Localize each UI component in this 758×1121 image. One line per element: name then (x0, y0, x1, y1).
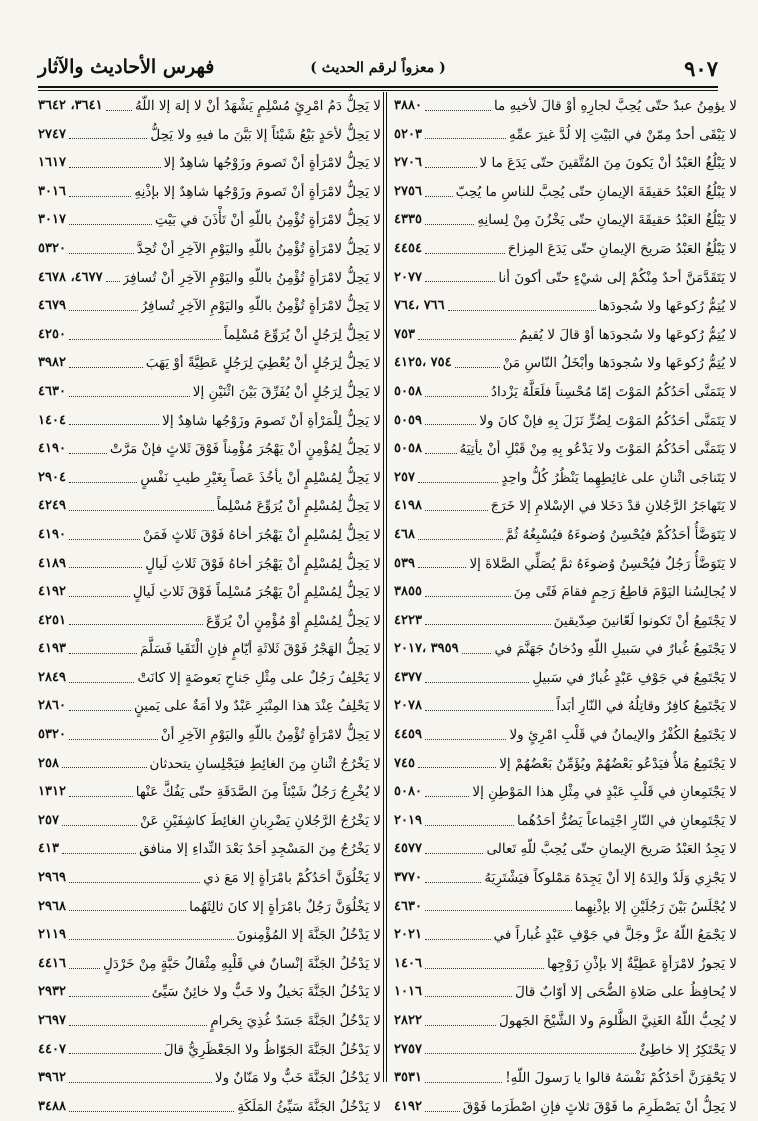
hadith-number: ٤١٩٠ (38, 526, 66, 542)
hadith-incipit: لا يَحِلُّ لِمُسْلِمٍ أنْ يأخُذَ عَصاً بِغَيْرِ طيبِ نَفْسٍ (140, 469, 381, 486)
index-entry (394, 978, 737, 1007)
hadith-number: ٤٤٥٤ (394, 240, 422, 256)
leader-dots (69, 253, 134, 254)
index-entry (394, 921, 737, 950)
index-entry (394, 1036, 737, 1065)
hadith-incipit: لا يَبْلُغُ العَبْدُ صَريحَ الإيمانِ حتّى يَدَعَ المِزاحَ (507, 240, 737, 257)
index-entry (38, 807, 381, 836)
hadith-number: ٣٠١٧ (38, 212, 66, 228)
leader-dots (69, 1053, 161, 1054)
hadith-incipit: لا يَتَناجَى اثْنانِ على غائِطِهِما يَنْظُرُ كُلُّ واحِدٍ (501, 469, 737, 486)
leader-dots (425, 1111, 460, 1112)
leader-dots (425, 910, 572, 911)
hadith-incipit: لا يَدْخُلُ الجَنَّةَ إلا المُؤْمِنونَ (236, 927, 381, 944)
hadith-number: ٤١٨٩ (38, 555, 66, 571)
leader-dots (106, 110, 132, 111)
hadith-incipit: لا يَتَمَنَّى أحَدُكُمُ المَوْتَ ولا يَدْعُو بِهِ مِنْ قَبْلِ أنْ يأتِيَهُ (459, 441, 737, 458)
hadith-incipit: لا يُحِبُّ اللّهُ الغَنِيَّ الظَّلومَ ولا الشَّيْخَ الجَهولَ (499, 1013, 737, 1029)
hadith-incipit: لا يَبْلُغُ العَبْدُ أنْ يَكونَ مِنَ المُتَّقينَ حتّى يَدَعَ ما لا (479, 155, 737, 172)
leader-dots (69, 396, 190, 397)
index-entry (38, 1007, 381, 1036)
index-entry (394, 607, 737, 636)
hadith-number: ٤٢٢٣ (394, 612, 422, 628)
hadith-incipit: لا يَبْلُغُ العَبْدُ حَقيقَةَ الإيمانِ حتّى يُحِبَّ للناسِ ما يُحِبّ (455, 183, 737, 200)
leader-dots (425, 739, 507, 740)
hadith-number: ٣٤٨٨ (38, 1098, 66, 1114)
index-entry (38, 378, 381, 407)
index-entry (394, 1064, 737, 1093)
hadith-number: ٤١٩٢ (38, 584, 66, 600)
index-entry (394, 750, 737, 779)
leader-dots (425, 281, 495, 282)
hadith-incipit: لا يَتَمَنَّى أحَدُكُمُ المَوْتَ لِضُرٍّ نَزَلَ بِهِ فإنْ كانَ ولا (479, 412, 737, 429)
hadith-number: ٢٧٤٧ (38, 126, 66, 142)
leader-dots (69, 167, 161, 168)
hadith-incipit: لا يُحافِظُ على صَلاةِ الضُّحَى إلا أوّابٌ قالَ (514, 984, 737, 1001)
hadith-incipit: لا يَحِلُّ لِمُسْلِمٍ أوْ مُؤْمِنٍ أنْ يُرَوِّعَ (206, 612, 381, 629)
hadith-incipit: لا يَخْرُجُ مِنَ المَسْجِدِ أحَدٌ بَعْدَ النِّداءِ إلا منافق (139, 841, 381, 858)
index-entry (394, 349, 737, 378)
hadith-incipit: لا يَجْتَمِعُ الكُفْرُ والإيمانُ في قَلْبِ امْرِئٍ ولا (509, 727, 737, 744)
leader-dots (69, 510, 214, 511)
hadith-number: ٤٢٥٠ (38, 326, 66, 342)
index-entry (38, 121, 381, 150)
hadith-number: ٢٩٠٤ (38, 469, 66, 485)
index-entry (394, 378, 737, 407)
index-entry (394, 1007, 737, 1036)
index-entry (394, 778, 737, 807)
hadith-number: ٢١١٩ (38, 927, 66, 943)
leader-dots (425, 796, 469, 797)
index-entry (394, 435, 737, 464)
hadith-number: ٢٧٠٦ (394, 155, 422, 171)
hadith-number: ٣٦٤١، ٣٦٤٢ (38, 98, 103, 113)
hadith-number: ٤٦٨ (394, 526, 415, 542)
hadith-incipit: لا يَتَمَنَّى أحَدُكُمُ المَوْتَ إمّا مُحْسِناً فلَعَلَّهُ يَزْدادُ (490, 383, 737, 400)
index-title: فهرس الأحاديث والآثار (38, 56, 215, 78)
leader-dots (448, 310, 596, 311)
hadith-incipit: لا يَدْخُلُ الجَنَّةَ جَسَدٌ غُذِيَ بِحَرامٍ (210, 1013, 381, 1029)
hadith-number: ٢٦٩٧ (38, 1013, 66, 1028)
leader-dots (425, 939, 491, 940)
hadith-incipit: لا يَبْلُغُ العَبْدُ حَقيقَةَ الإيمانِ حتّى يَخْزُنَ مِنْ لِسانِهِ (477, 212, 737, 229)
index-entry (38, 978, 381, 1007)
leader-dots (69, 424, 159, 425)
hadith-incipit: لا يَخْرُجُ الرَّجُلانِ يَضْرِبانِ الغائِطَ كاشِفَيْنِ عَنْ (140, 812, 381, 829)
hadith-incipit: لا يَجوزُ لامْرَأةٍ عَطِيَّةٌ إلا بإذْنِ زَوْجِها (546, 955, 737, 972)
leader-dots (69, 653, 137, 654)
index-entry (394, 864, 737, 893)
leader-dots (69, 939, 234, 940)
hadith-number: ٢٩٣٢ (38, 984, 66, 1000)
index-entry (394, 464, 737, 493)
hadith-number: ٤٦٧٩ (38, 298, 66, 314)
hadith-incipit: لا يَحِلُّ دَمُ امْرِئٍ مُسْلِمٍ يَشْهَدُ أنْ لا إلهَ إلا اللّهُ (135, 98, 381, 114)
hadith-number: ٢٠٧٨ (394, 698, 422, 714)
hadith-incipit: لا يَحِلُّ أنْ يَصْطَرِمَ ما فَوْقَ ثلاثٍ فإنِ اصْطَرَما فَوْقَ (462, 1098, 737, 1115)
hadith-incipit: لا يَجْتَمِعُ كافِرٌ وقاتِلُهُ في النّارِ أبَداً (556, 698, 737, 715)
index-entry (394, 149, 737, 178)
leader-dots (425, 1082, 502, 1083)
hadith-incipit: لا يَتَوَضَّأُ رَجُلٌ فيُحْسِنُ وُضوءَهُ ثمَّ يُصَلِّي الصَّلاةَ إلا (469, 555, 737, 572)
hadith-number: ٢٠١٩ (394, 812, 422, 828)
index-entry (394, 893, 737, 922)
hadith-incipit: لا يَحِلُّ لِمُسْلِمٍ أنْ يُرَوِّعَ مُسْلِماً (216, 498, 381, 515)
header-rule-thin (38, 90, 718, 91)
leader-dots (69, 367, 143, 368)
hadith-number: ٣٨٥٥ (394, 584, 422, 600)
leader-dots (69, 796, 133, 797)
index-entry (38, 264, 381, 293)
hadith-number: ٤٤٥٩ (394, 727, 422, 743)
leader-dots (69, 968, 100, 969)
hadith-incipit: لا يَخْلُوَنَّ رَجُلٌ بامْرَأةٍ إلا كانَ ثالِثَهُما (189, 898, 381, 915)
leader-dots (69, 624, 203, 625)
hadith-incipit: لا يُخْرِجُ رَجُلٌ شَيْئاً مِنَ الصَّدَقَةِ حتّى يَفُكَّ عَنْها (135, 784, 381, 801)
leader-dots (425, 510, 488, 511)
index-entry (38, 492, 381, 521)
hadith-incipit: لا يَحِلُّ لِمُؤْمِنٍ أنْ يَهْجُرَ مُؤْمِناً فَوْقَ ثَلاثٍ فإنْ مَرَّتْ (109, 441, 381, 458)
leader-dots (62, 767, 147, 768)
hadith-incipit: لا يَحْقِرَنَّ أحَدُكُمْ نَفْسَهُ قالوا يا رَسولَ اللّهِ! (505, 1070, 737, 1087)
hadith-number: ٢٧٥٧ (394, 1041, 422, 1057)
index-entry (394, 635, 737, 664)
leader-dots (106, 281, 120, 282)
hadith-number: ٥٣٢٠ (38, 727, 66, 743)
index-entry (38, 149, 381, 178)
leader-dots (462, 653, 492, 654)
leader-dots (69, 882, 200, 883)
hadith-incipit: لا يَجْزِي وَلَدٌ والِدَهُ إلا أنْ يَجِدَهُ مَمْلوكاً فيَشْتَرِيَهُ (484, 870, 737, 887)
leader-dots (425, 682, 529, 683)
index-entry (394, 950, 737, 979)
hadith-incipit: لا يَجْتَمِعانِ في قَلْبِ عَبْدٍ في مِثْلِ هذا المَوْطِنِ إلا (472, 784, 737, 801)
page-header (38, 54, 718, 84)
hadith-incipit: لا يُتِمُّ رُكوعَها ولا سُجودَها أوْ قالَ لا يُقيمُ (519, 326, 737, 343)
column-divider (383, 92, 384, 1082)
hadith-incipit: لا يَتَقَدَّمَنَّ أحدٌ مِنْكُمْ إلى شيْءٍ حتّى أكونَ أنا (498, 269, 737, 286)
hadith-incipit: لا يَدْخُلُ الجَنَّةَ خَبٌّ ولا مَنّانٌ ولا (214, 1070, 381, 1087)
hadith-number: ٧٤٥ (394, 755, 415, 771)
leader-dots (69, 682, 135, 683)
hadith-number: ٥٣٩ (394, 555, 415, 571)
hadith-number: ٤٦٧٧، ٤٦٧٨ (38, 269, 103, 285)
hadith-incipit: لا يَحِلُّ لامْرَأةٍ تُؤْمِنُ باللّهِ واليَوْمِ الآخِرِ أنْ تُحِدَّ (136, 240, 381, 257)
leader-dots (62, 853, 136, 854)
hadith-number: ٤٦٣٠ (394, 898, 422, 914)
hadith-incipit: لا يُتِمُّ رُكوعَها ولا سُجودَها (598, 298, 737, 315)
index-entry (38, 950, 381, 979)
hadith-number: ٤٤٠٧ (38, 1041, 66, 1057)
leader-dots (425, 968, 544, 969)
leader-dots (62, 825, 137, 826)
hadith-number: ١٣١٢ (38, 784, 66, 800)
leader-dots (425, 138, 506, 139)
leader-dots (425, 453, 457, 454)
hadith-incipit: لا يَدْخُلُ الجَنَّةَ بَخيلٌ ولا خَبٌّ ولا خائِنٌ سَيِّئ (151, 984, 381, 1001)
hadith-number: ٢٩٦٨ (38, 898, 66, 914)
right-column (394, 92, 737, 1121)
hadith-number: ١٦١٧ (38, 155, 66, 171)
hadith-number: ٤٢٥١ (38, 612, 66, 628)
hadith-number: ٤٥٧٧ (394, 841, 422, 857)
hadith-number: ٢٠٢١ (394, 927, 422, 943)
hadith-number: ٥٠٥٨ (394, 383, 422, 399)
leader-dots (69, 196, 131, 197)
hadith-incipit: لا يَحِلُّ لامْرَأةٍ أنْ تَصومَ وزَوْجُها شاهِدٌ إلا بإذْنِهِ (134, 183, 381, 200)
hadith-number: ٤١٩٠ (38, 441, 66, 457)
leader-dots (425, 624, 551, 625)
index-entry (394, 664, 737, 693)
index-entry (38, 321, 381, 350)
leader-dots (418, 339, 516, 340)
index-entry (394, 292, 737, 321)
index-entry (394, 1093, 737, 1121)
index-entry (38, 521, 381, 550)
hadith-number: ٥٠٥٩ (394, 412, 422, 428)
index-entry (38, 1093, 381, 1121)
index-entry (394, 321, 737, 350)
leader-dots (455, 367, 500, 368)
leader-dots (425, 853, 484, 854)
leader-dots (69, 710, 131, 711)
hadith-number: ٣٥٣١ (394, 1070, 422, 1086)
hadith-incipit: لا يَجْمَعُ اللّهُ عزَّ وجَلَّ في جَوْفِ عَبْدٍ غُباراً في (493, 927, 737, 944)
hadith-incipit: لا يَخْرُجُ اثْنانِ مِنَ الغائِطِ فيَجْلِسانِ يتحدثان (149, 755, 381, 772)
index-entry (38, 635, 381, 664)
hadith-incipit: لا يَتَوَضَّأُ أحَدُكُمْ فيُحْسِنُ وُضوءَهُ فيُسْبِغُهُ ثُمَّ (505, 526, 737, 543)
hadith-number: ٢٥٧ (38, 812, 59, 828)
leader-dots (69, 910, 186, 911)
hadith-number: ٧٦٦ ،٧٦٤ (394, 298, 445, 314)
leader-dots (69, 539, 140, 540)
hadith-number: ٢٨٦٠ (38, 698, 66, 714)
hadith-incipit: لا يَحِلُّ لامْرَأةٍ أنْ تَصومَ وزَوْجُها شاهِدٌ إلا (163, 155, 381, 172)
leader-dots (425, 882, 481, 883)
leader-dots (69, 310, 138, 311)
hadith-incipit: لا يَحِلُّ لِرَجُلٍ أنْ يُعْطِيَ لِرَجُلٍ عَطِيَّةً أوْ يَهَبَ (145, 355, 381, 372)
index-entry (38, 835, 381, 864)
hadith-number: ٧٥٣ (394, 326, 415, 342)
leader-dots (425, 224, 474, 225)
leader-dots (69, 1082, 212, 1083)
hadith-number: ٣٩٨٢ (38, 355, 66, 371)
hadith-number: ٢٩٦٩ (38, 870, 66, 886)
index-entry (38, 692, 381, 721)
leader-dots (425, 825, 514, 826)
hadith-number: ١٤٠٤ (38, 412, 66, 428)
hadith-number: ٤٣٣٥ (394, 212, 422, 228)
index-entry (394, 178, 737, 207)
leader-dots (69, 339, 221, 340)
index-entry (38, 1064, 381, 1093)
hadith-incipit: لا يَحِلُّ لامْرَأةٍ تُؤْمِنُ باللّهِ واليَوْمِ الآخِرِ أنْ تُسافِرَ (122, 269, 381, 286)
leader-dots (425, 396, 488, 397)
hadith-incipit: لا يَحِلُّ لِرَجُلٍ أنْ يُفَرِّقَ بَيْنَ اثْنَيْنِ إلا (192, 383, 381, 400)
hadith-number: ٥٠٥٨ (394, 441, 422, 457)
hadith-incipit: لا يَحِلُّ لِرَجُلٍ أنْ يُرَوِّعَ مُسْلِماً (223, 326, 381, 343)
hadith-incipit: لا يَحِلُّ لامْرَأةٍ تُؤْمِنُ باللّهِ واليَوْمِ الآخِرِ أنْ (160, 727, 381, 744)
page-number: ٩٠٧ (684, 56, 718, 81)
hadith-incipit: لا يَجْتَمِعُ غُبارٌ في سَبيلِ اللّهِ ودُخانُ جَهَنَّمَ في (494, 641, 737, 658)
hadith-number: ٣٧٧٠ (394, 870, 422, 886)
hadith-number: ٤٢٤٩ (38, 498, 66, 514)
leader-dots (425, 424, 476, 425)
index-entry (38, 778, 381, 807)
leader-dots (418, 539, 503, 540)
hadith-number: ٤٦٣٠ (38, 383, 66, 399)
index-entry (394, 206, 737, 235)
index-entry (394, 578, 737, 607)
index-entry (38, 921, 381, 950)
hadith-incipit: لا يَدْخُلُ الجَنَّةَ سَيِّئُ المَلَكَةِ (237, 1098, 381, 1115)
hadith-number: ٤٣٧٧ (394, 669, 422, 685)
leader-dots (425, 167, 477, 168)
leader-dots (425, 710, 553, 711)
hadith-number: ٢٨٢٢ (394, 1013, 422, 1028)
index-entry (38, 92, 381, 121)
leader-dots (69, 482, 137, 483)
leader-dots (425, 596, 511, 597)
hadith-number: ١٤٠٦ (394, 955, 422, 971)
hadith-number: ٤١٣ (38, 841, 59, 857)
index-entry (38, 435, 381, 464)
hadith-number: ٣٠١٦ (38, 183, 66, 199)
index-entry (394, 692, 737, 721)
hadith-incipit: لا يَحِلُّ لامْرَأةٍ تُؤْمِنُ باللّهِ واليَوْمِ الآخِرِ تُسافِرُ (140, 298, 381, 315)
hadith-number: ٤٤١٦ (38, 955, 66, 971)
hadith-number: ٤١٩٨ (394, 498, 422, 514)
hadith-number: ٢٥٨ (38, 755, 59, 771)
hadith-number: ٣٩٥٩ ،٢٠١٧ (394, 641, 459, 657)
hadith-number: ٢٧٥٦ (394, 183, 422, 199)
leader-dots (425, 196, 453, 197)
index-entry (38, 750, 381, 779)
index-entry (394, 92, 737, 121)
left-column (38, 92, 381, 1121)
hadith-incipit: لا يُجالِسُنا اليَوْمَ قاطِعُ رَحِمٍ فقامَ فَتًى مِنَ (513, 584, 737, 601)
hadith-incipit: لا يَحْلِفُ عِنْدَ هذا المِنْبَرِ عَبْدٌ ولا أمَةٌ على يَمينٍ (133, 698, 381, 715)
hadith-incipit: لا يَجْتَمِعانِ في النّارِ اجْتِماعاً يَضُرُّ أحَدُهُما (516, 812, 737, 829)
hadith-incipit: لا يَحِلُّ لِمُسْلِمٍ أنْ يَهْجُرَ أخاهُ فَوْقَ ثَلاثٍ فَمَنْ (142, 526, 381, 543)
leader-dots (69, 224, 152, 225)
hadith-incipit: لا يؤمِنُ عبدٌ حتّى يُحِبَّ لجارِهِ أوْ قالَ لأخيهِ ما (493, 98, 737, 114)
index-entry (394, 407, 737, 436)
hadith-incipit: لا يُتِمُّ رُكوعَها ولا سُجودَها وأبْخَلُ النّاسِ مَنْ (502, 355, 737, 372)
hadith-incipit: لا يَتَهاجَرُ الرَّجُلانِ قدْ دَخَلا في الإسْلامِ إلا خَرَجَ (490, 498, 737, 515)
index-entry (38, 1036, 381, 1065)
leader-dots (425, 110, 491, 111)
leader-dots (418, 482, 498, 483)
hadith-incipit: لا يَحْتَكِرُ إلا خاطِئٌ (639, 1041, 737, 1058)
hadith-incipit: لا يَحِلُّ لأحَدٍ بَيْعُ شَيْئاً إلا بَيَّنَ ما فيهِ ولا يَحِلُّ (150, 126, 381, 143)
index-entry (38, 349, 381, 378)
index-entry (394, 550, 737, 579)
index-entry (394, 121, 737, 150)
hadith-incipit: لا يَدْخُلُ الجَنَّةَ الجَوّاظُ ولا الجَعْظَرِيُّ قالَ (163, 1041, 381, 1058)
index-entry (38, 578, 381, 607)
section-subtitle: ( معزواً لرقم الحديث ) (310, 60, 446, 76)
hadith-number: ٣٨٨٠ (394, 98, 422, 113)
column-divider-inner (386, 92, 387, 1082)
hadith-incipit: لا يَخْلُوَنَّ أحَدُكُمْ بامْرَأةٍ إلا مَعَ ذي (203, 870, 381, 887)
hadith-number: ٢٥٧ (394, 469, 415, 485)
index-entry (38, 292, 381, 321)
hadith-number: ١٠١٦ (394, 984, 422, 1000)
index-entry (38, 235, 381, 264)
hadith-incipit: لا يَحِلُّ لامْرَأةٍ تُؤْمِنُ باللّهِ أنْ تَأْذَنَ في بَيْتِ (154, 212, 381, 229)
index-entry (38, 664, 381, 693)
index-entry (38, 464, 381, 493)
hadith-incipit: لا يَحْلِفُ رَجُلٌ على مِثْلِ جَناحِ بَعوضَةٍ إلا كانَتْ (137, 669, 381, 686)
index-entry (38, 607, 381, 636)
hadith-incipit: لا يَجْتَمِعُ مَلأٌ فيَدْعُو بَعْضُهُمْ ويُؤَمِّنُ بَعْضُهُمْ إلا (499, 755, 737, 772)
index-entry (394, 835, 737, 864)
hadith-incipit: لا يَحِلُّ الهَجْرُ فَوْقَ ثَلاثَةِ أيّامٍ فإنِ الْتَقَيا فَسَلَّمَ (139, 641, 381, 658)
leader-dots (425, 1025, 496, 1026)
hadith-incipit: لا يَبْقَى أحدٌ مِمّنْ في البَيْتِ إلا لُدَّ غيرَ عمِّهِ (508, 126, 737, 143)
leader-dots (69, 596, 130, 597)
leader-dots (69, 567, 142, 568)
hadith-number: ٣٩٦٢ (38, 1070, 66, 1086)
hadith-incipit: لا يَجِدُ العَبْدُ صَريحَ الإيمانِ حتّى يُحِبَّ للّهِ تَعالى (486, 841, 737, 858)
index-entry (38, 864, 381, 893)
leader-dots (418, 767, 496, 768)
hadith-incipit: لا يَحِلُّ لِلْمَرْأةِ أنْ تَصومَ وزَوْجُها شاهِدٌ إلا (162, 412, 381, 429)
index-entry (38, 721, 381, 750)
hadith-number: ٢٨٤٩ (38, 669, 66, 685)
hadith-incipit: لا يَحِلُّ لِمُسْلِمٍ أنْ يَهْجُرَ مُسْلِماً فَوْقَ ثَلاثِ لَيالٍ (132, 584, 381, 601)
hadith-number: ٤١٩٢ (394, 1098, 422, 1114)
hadith-incipit: لا يَجْتَمِعُ أنْ تَكونوا لَعّانينَ صِدّيقينَ (553, 612, 737, 629)
hadith-incipit: لا يَحِلُّ لِمُسْلِمٍ أنْ يَهْجُرَ أخاهُ فَوْقَ ثَلاثِ لَيالٍ (145, 555, 381, 572)
hadith-number: ٤١٩٣ (38, 641, 66, 657)
leader-dots (69, 1025, 207, 1026)
leader-dots (425, 1053, 636, 1054)
index-entry (394, 264, 737, 293)
index-entry (38, 178, 381, 207)
hadith-number: ٥٠٨٠ (394, 784, 422, 800)
leader-dots (69, 1111, 234, 1112)
hadith-number: ٢٠٧٧ (394, 269, 422, 285)
hadith-incipit: لا يَدْخُلُ الجَنَّةَ إنْسانٌ في قَلْبِهِ مِثْقالُ حَبَّةٍ مِنْ خَرْدَلٍ (103, 955, 381, 972)
index-entry (38, 206, 381, 235)
hadith-incipit: لا يَجْتَمِعُ في جَوْفِ عَبْدٍ غُبارٌ في سَبيلِ (532, 669, 737, 686)
leader-dots (425, 253, 505, 254)
leader-dots (425, 996, 512, 997)
hadith-incipit: لا يُجْلَسُ بَيْنَ رَجُلَيْنِ إلا بإذْنِهِما (574, 898, 737, 915)
hadith-number: ٥٢٠٣ (394, 126, 422, 142)
index-entry (38, 893, 381, 922)
index-entry (38, 550, 381, 579)
index-entry (394, 521, 737, 550)
leader-dots (69, 453, 107, 454)
leader-dots (418, 567, 467, 568)
leader-dots (69, 996, 149, 997)
hadith-number: ٧٥٤ ،٤١٢٥ (394, 355, 452, 371)
index-entry (38, 407, 381, 436)
index-entry (394, 721, 737, 750)
index-entry (394, 235, 737, 264)
leader-dots (69, 138, 147, 139)
index-entry (394, 492, 737, 521)
hadith-number: ٥٣٢٠ (38, 240, 66, 256)
leader-dots (69, 739, 158, 740)
header-rule (38, 86, 718, 88)
index-entry (394, 807, 737, 836)
